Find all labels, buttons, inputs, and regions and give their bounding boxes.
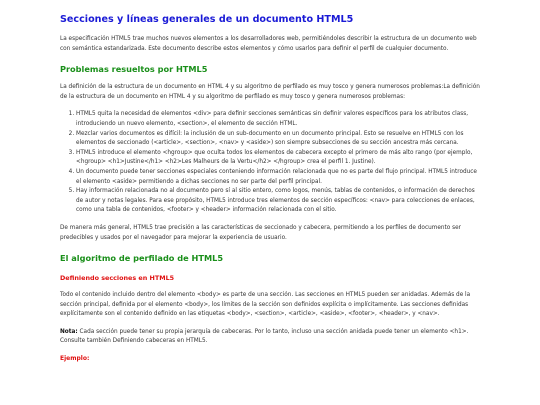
section-heading-algorithm: El algoritmo de perfilado de HTML5: [60, 253, 224, 264]
note-label: Nota:: [60, 328, 78, 335]
note-text: Cada sección puede tener su propia jerarquía de cabeceras. Por lo tanto, incluso una sección anidada puede tener un elemento <h1>. Consulte también Definiendo cabeceras en HTML5.: [60, 328, 469, 345]
example-label: Ejemplo:: [60, 355, 90, 363]
problems-list: [60, 110, 480, 216]
subsection-heading-defining: Definiendo secciones en HTML5: [60, 274, 175, 283]
list-item: 2. Mezclar varios documentos es difícil: la inclusión de un sub-documento en un documento principal. Esto se resuelve en HTML5 con los elementos de seccionado (<article>, <section>, <nav> y <aside>) son siempre subsecciones de su sección ancestra más cercana.: [76, 130, 480, 149]
list-item: 3. HTML5 introduce el elemento <hgroup> que oculta todos los elementos de cabecera excepto el primero de más alto rango (por ejemplo, <hgroup> <h1>Justine</h1> <h2>Les Malheurs de la Vertu</h2> </hgroup> crea el perfil 1. Justine).: [76, 149, 480, 168]
closing-paragraph: De manera más general, HTML5 trae precisión a las características de seccionado y cabecera, permitiendo a los perfiles de documento ser predecibles y usados por el navegador para mejorar la experiencia de usuario.: [60, 224, 462, 241]
list-item: 4. Un documento puede tener secciones especiales conteniendo información relacionada que no es parte del flujo principal. HTML5 introduce el elemento <aside> permitiendo a dichas secciones no ser parte del perfil principal.: [76, 168, 480, 187]
list-item: 1. HTML5 quita la necesidad de elementos <div> para definir secciones semánticas sin definir valores específicos para los atributos class, introduciendo un nuevo elemento, <section>, el elemento de sección HTML.: [76, 110, 480, 129]
problems-paragraph: La definición de la estructura de un documento en HTML 4 y su algoritmo de perfilado es muy tosco y genera numerosos problemas:La definición de la estructura de un documento en HTML 4 y su algoritmo de perfilado es muy tosco y genera numerosos problemas:: [60, 84, 480, 100]
note-paragraph: [60, 328, 480, 347]
section-heading-problems: Problemas resueltos por HTML5: [60, 64, 208, 75]
intro-paragraph: La especificación HTML5 trae muchos nuevos elementos a los desarrolladores web, permitiéndoles describir la estructura de un documento web con semántica estandarizada. Este documento describe estos elementos y cómo usarlos para definir el perfil de cualquier documento.: [60, 36, 477, 52]
page-title: Secciones y líneas generales de un documento HTML5: [60, 14, 354, 25]
defining-paragraph: Todo el contenido incluido dentro del elemento <body> es parte de una sección. Las secciones en HTML5 pueden ser anidadas. Además de la sección principal, definida por el elemento <body>, los límites de la sección son definidos explícita o implícitamente. Las secciones definidas explícitamente son el contenido definido en las etiquetas <body>, <section>, <article>, <aside>, <footer>, <header>, y <nav>.: [60, 292, 471, 318]
list-item: 5. Hay información relacionada no al documento pero sí al sitio entero, como logos, menús, tablas de contenidos, o información de derechos de autor y notas legales. Para ese propósito, HTML5 introduce tres elementos de sección específicos: <nav> para colecciones de enlaces, como una tabla de contenidos, <footer> y <header> información relacionada con el sitio.: [76, 187, 480, 216]
